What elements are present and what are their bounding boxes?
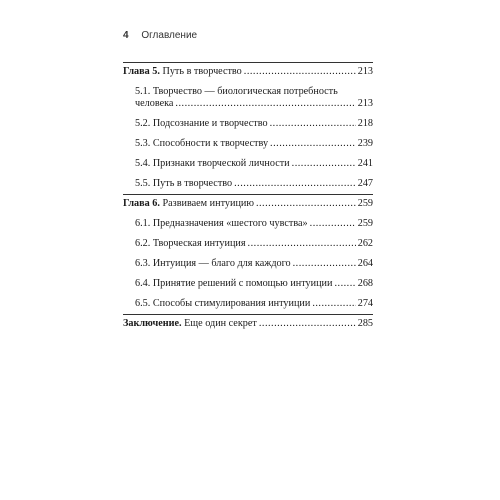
page-number: 4 — [123, 30, 129, 41]
leader-dots — [270, 138, 356, 150]
toc-item-6-3[interactable] — [123, 258, 373, 270]
page-ref: 274 — [357, 298, 373, 309]
page-ref: 264 — [357, 258, 373, 269]
running-title: Оглавление — [141, 30, 198, 41]
toc-chapter-5[interactable] — [123, 66, 373, 78]
item-title: человека — [135, 98, 174, 109]
leader-dots — [334, 278, 355, 290]
page-ref: 218 — [357, 118, 373, 129]
page-ref: 213 — [357, 98, 373, 109]
item-title: 6.4. Принятие решений с помощью интуиции — [135, 278, 333, 289]
leader-dots — [292, 158, 356, 170]
leader-dots — [293, 258, 356, 270]
item-title: 5.5. Путь в творчество — [135, 178, 233, 189]
page-ref: 259 — [357, 198, 373, 209]
page-ref: 285 — [357, 318, 373, 329]
page-ref: 213 — [357, 66, 373, 77]
toc-item-5-4[interactable] — [123, 158, 373, 170]
toc-item-5-2[interactable] — [123, 118, 373, 130]
item-title: 5.4. Признаки творческой личности — [135, 158, 290, 169]
toc-item-5-1[interactable] — [123, 86, 373, 110]
item-title: 6.1. Предназначения «шестого чувства» — [135, 218, 308, 229]
leader-dots — [234, 178, 356, 190]
toc-chapter-6[interactable] — [123, 198, 373, 210]
page-ref: 239 — [357, 138, 373, 149]
page-ref: 247 — [357, 178, 373, 189]
chapter-title: Еще один секрет — [184, 318, 257, 329]
chapter-title: Развиваем интуицию — [162, 198, 254, 209]
top-rule — [123, 62, 373, 63]
leader-dots — [270, 118, 356, 130]
page-ref: 241 — [357, 158, 373, 169]
item-title: 6.3. Интуиция — благо для каждого — [135, 258, 291, 269]
page-ref: 268 — [357, 278, 373, 289]
toc-item-5-5[interactable] — [123, 178, 373, 190]
running-header — [123, 30, 197, 41]
table-of-contents — [123, 62, 373, 330]
leader-dots — [256, 198, 356, 210]
item-title: 5.3. Способности к творчеству — [135, 138, 269, 149]
section-rule — [123, 194, 373, 195]
chapter-prefix: Глава 5. — [123, 66, 160, 77]
toc-item-6-2[interactable] — [123, 238, 373, 250]
item-title: 6.5. Способы стимулирования интуиции — [135, 298, 311, 309]
leader-dots — [312, 298, 355, 310]
leader-dots — [244, 66, 356, 78]
leader-dots — [310, 218, 356, 230]
page-ref: 262 — [357, 238, 373, 249]
leader-dots — [248, 238, 356, 250]
item-title-line1: 5.1. Творчество — биологическая потребность — [135, 86, 338, 97]
leader-dots — [259, 318, 356, 330]
toc-item-6-1[interactable] — [123, 218, 373, 230]
leader-dots — [175, 98, 355, 110]
toc-item-5-3[interactable] — [123, 138, 373, 150]
chapter-prefix: Заключение. — [123, 318, 182, 329]
item-title: 6.2. Творческая интуиция — [135, 238, 246, 249]
page-ref: 259 — [357, 218, 373, 229]
item-title: 5.2. Подсознание и творчество — [135, 118, 268, 129]
toc-item-6-4[interactable] — [123, 278, 373, 290]
toc-item-6-5[interactable] — [123, 298, 373, 310]
toc-conclusion[interactable] — [123, 318, 373, 330]
chapter-title: Путь в творчество — [162, 66, 242, 77]
section-rule — [123, 314, 373, 315]
chapter-prefix: Глава 6. — [123, 198, 160, 209]
